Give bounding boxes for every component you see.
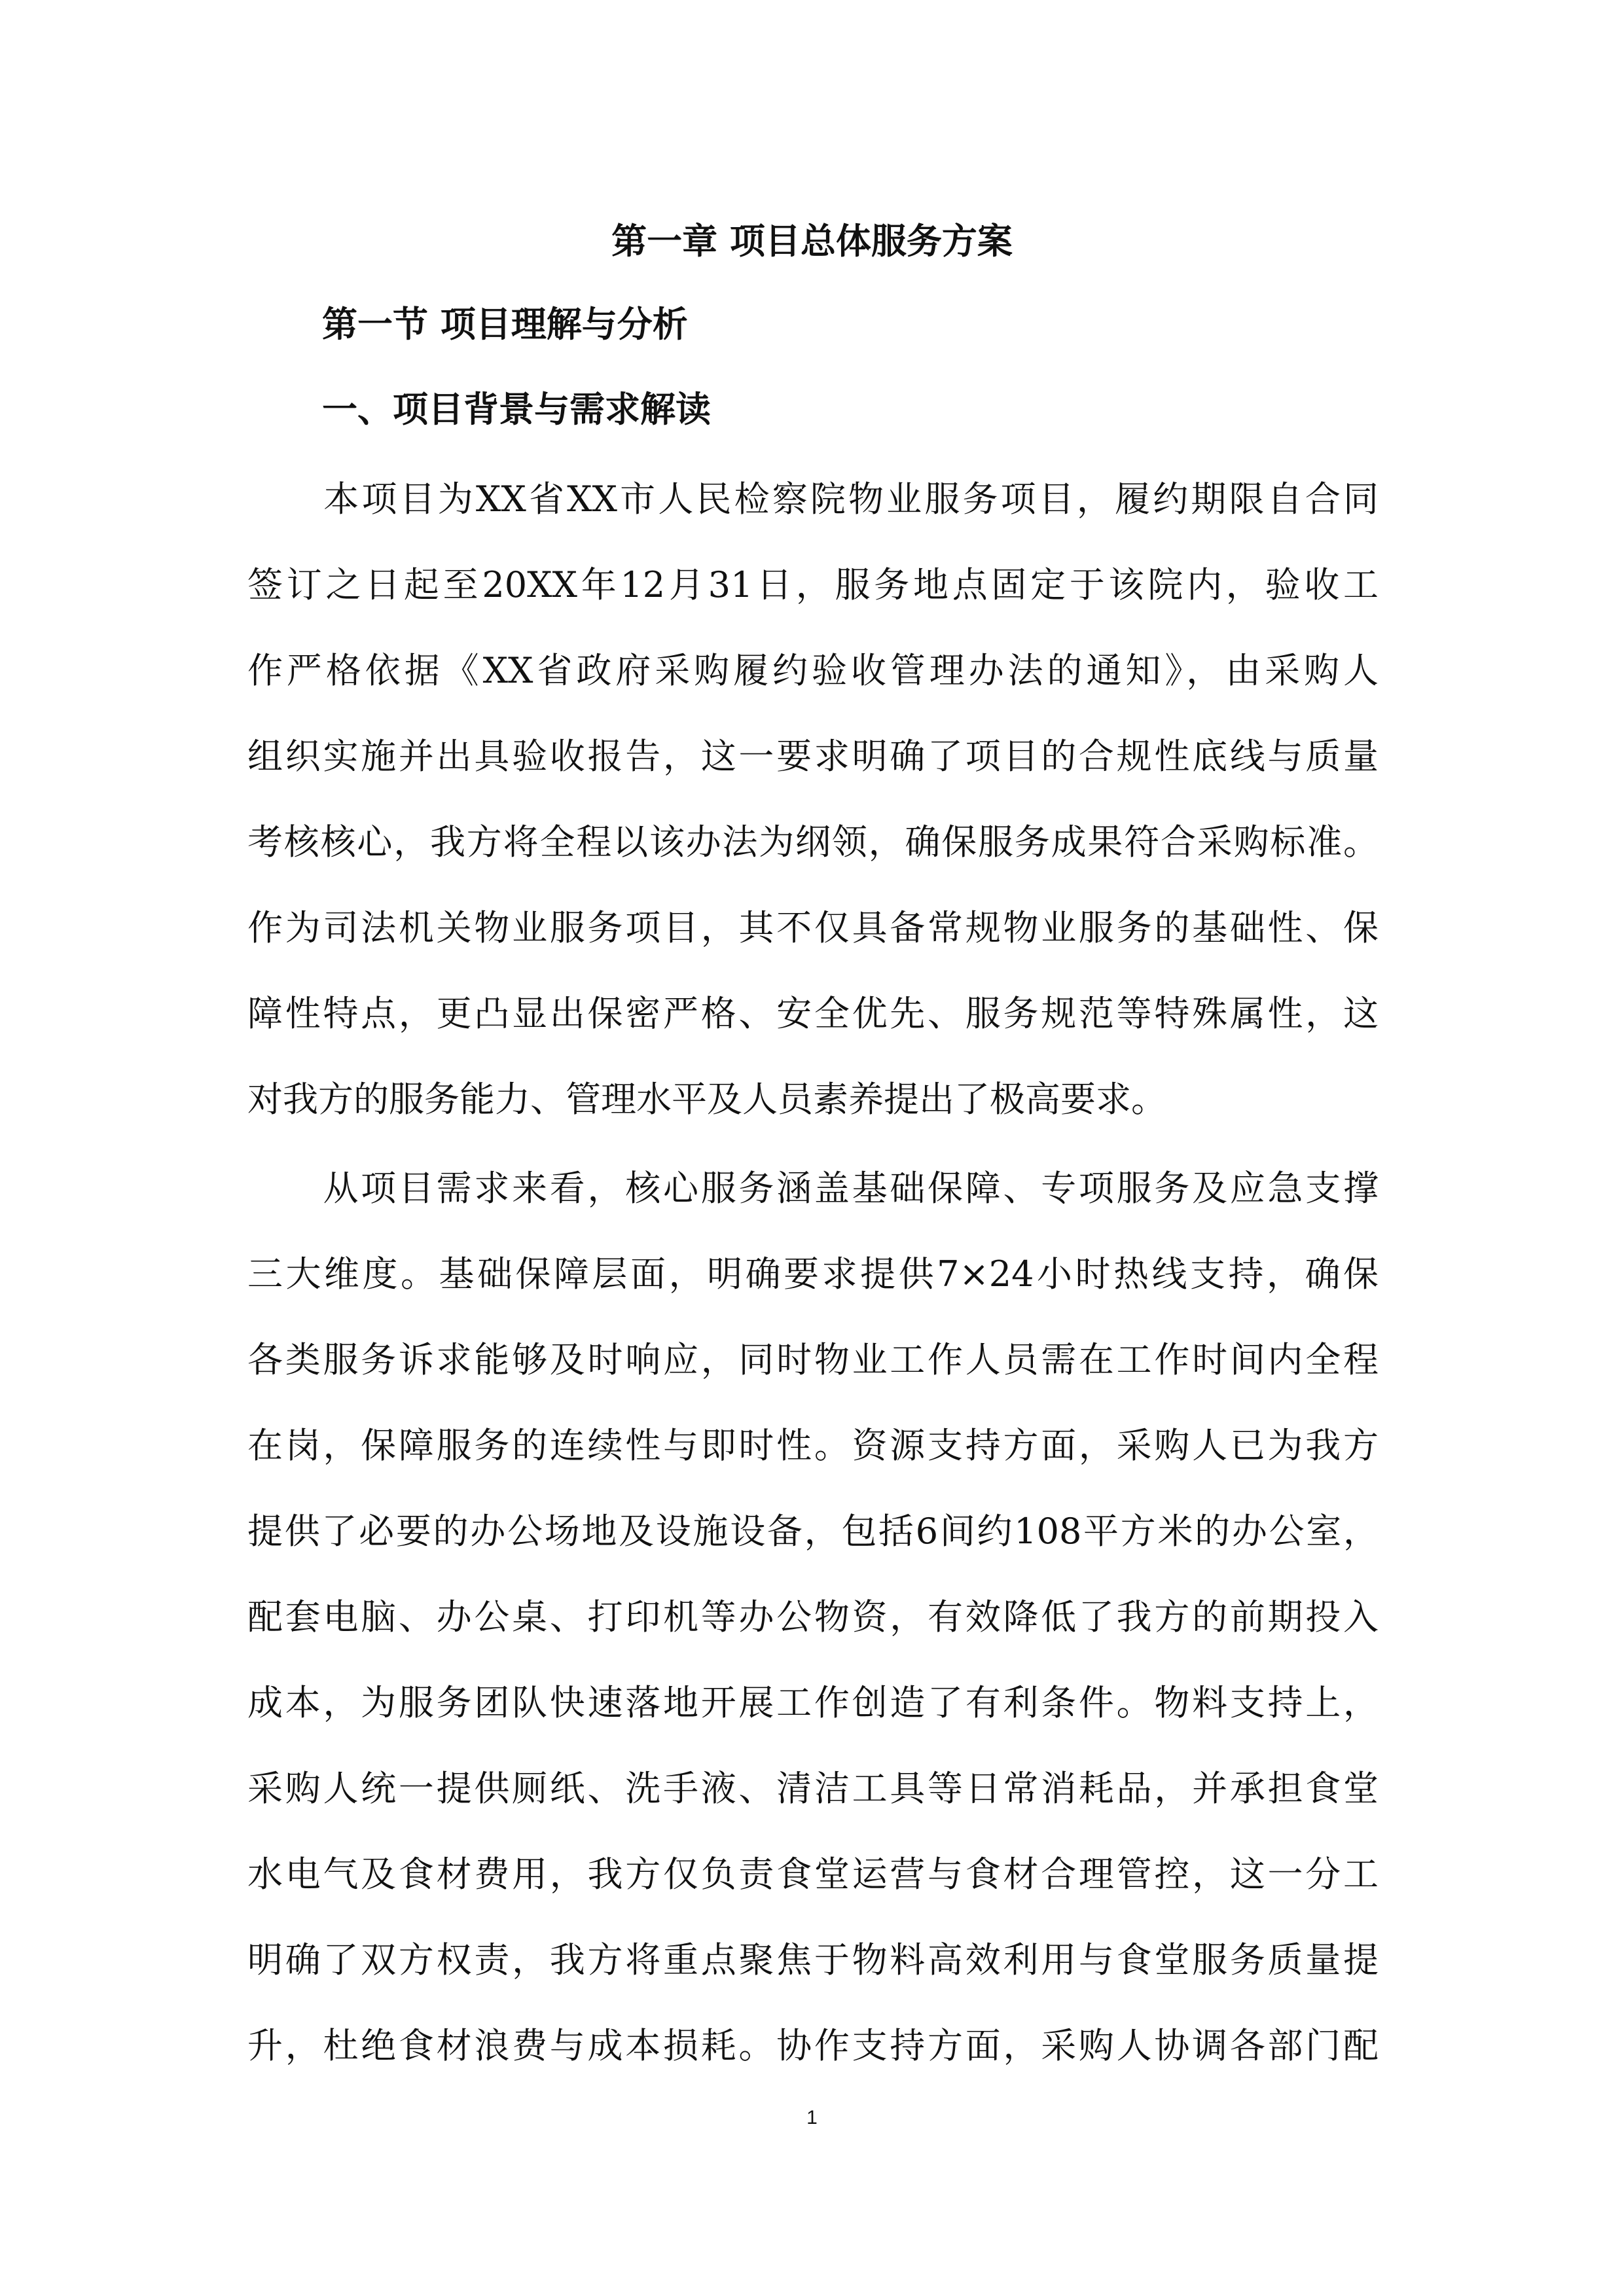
paragraph-line: 三大维度。基础保障层面，明确要求提供7×24小时热线支持，确保 xyxy=(247,1253,1379,1295)
paragraph-line: 提供了必要的办公场地及设施设备，包括6间约108平方米的办公室， xyxy=(247,1511,1379,1552)
paragraph-line: 水电气及食材费用，我方仅负责食堂运营与食材合理管控，这一分工 xyxy=(247,1854,1379,1895)
paragraph-2 xyxy=(247,1145,1379,2089)
paragraph-line: 从项目需求来看，核心服务涵盖基础保障、专项服务及应急支撑 xyxy=(247,1168,1379,1209)
paragraph-line: 组织实施并出具验收报告，这一要求明确了项目的合规性底线与质量 xyxy=(247,736,1379,777)
paragraph-line: 对我方的服务能力、管理水平及人员素养提出了极高要求。 xyxy=(247,1079,1166,1120)
paragraph-line: 明确了双方权责，我方将重点聚焦于物料高效利用与食堂服务质量提 xyxy=(247,1939,1379,1981)
paragraph-line: 作严格依据《XX省政府采购履约验收管理办法的通知》，由采购人 xyxy=(247,650,1379,691)
paragraph-line: 升，杜绝食材浪费与成本损耗。协作支持方面，采购人协调各部门配 xyxy=(247,2025,1379,2066)
page-number: 1 xyxy=(806,2107,818,2128)
paragraph-line: 签订之日起至20XX年12月31日，服务地点固定于该院内，验收工 xyxy=(247,564,1379,605)
paragraph-line: 障性特点，更凸显出保密严格、安全优先、服务规范等特殊属性，这 xyxy=(247,993,1379,1034)
paragraph-line: 在岗，保障服务的连续性与即时性。资源支持方面，采购人已为我方 xyxy=(247,1425,1379,1466)
section-title: 第一节 项目理解与分析 xyxy=(322,303,688,345)
paragraph-line: 配套电脑、办公桌、打印机等办公物资，有效降低了我方的前期投入 xyxy=(247,1596,1379,1638)
paragraph-line: 采购人统一提供厕纸、洗手液、清洁工具等日常消耗品，并承担食堂 xyxy=(247,1768,1379,1809)
paragraph-line: 作为司法机关物业服务项目，其不仅具备常规物业服务的基础性、保 xyxy=(247,907,1379,948)
paragraph-line: 本项目为XX省XX市人民检察院物业服务项目，履约期限自合同 xyxy=(247,478,1379,520)
paragraph-line: 成本，为服务团队快速落地开展工作创造了有利条件。物料支持上， xyxy=(247,1682,1379,1723)
paragraph-1 xyxy=(247,456,1379,1142)
paragraph-line: 考核核心，我方将全程以该办法为纲领，确保服务成果符合采购标准。 xyxy=(247,821,1379,863)
chapter-title: 第一章 项目总体服务方案 xyxy=(611,220,1013,262)
paragraph-line: 各类服务诉求能够及时响应，同时物业工作人员需在工作时间内全程 xyxy=(247,1339,1379,1380)
subsection-title: 一、项目背景与需求解读 xyxy=(322,388,711,430)
